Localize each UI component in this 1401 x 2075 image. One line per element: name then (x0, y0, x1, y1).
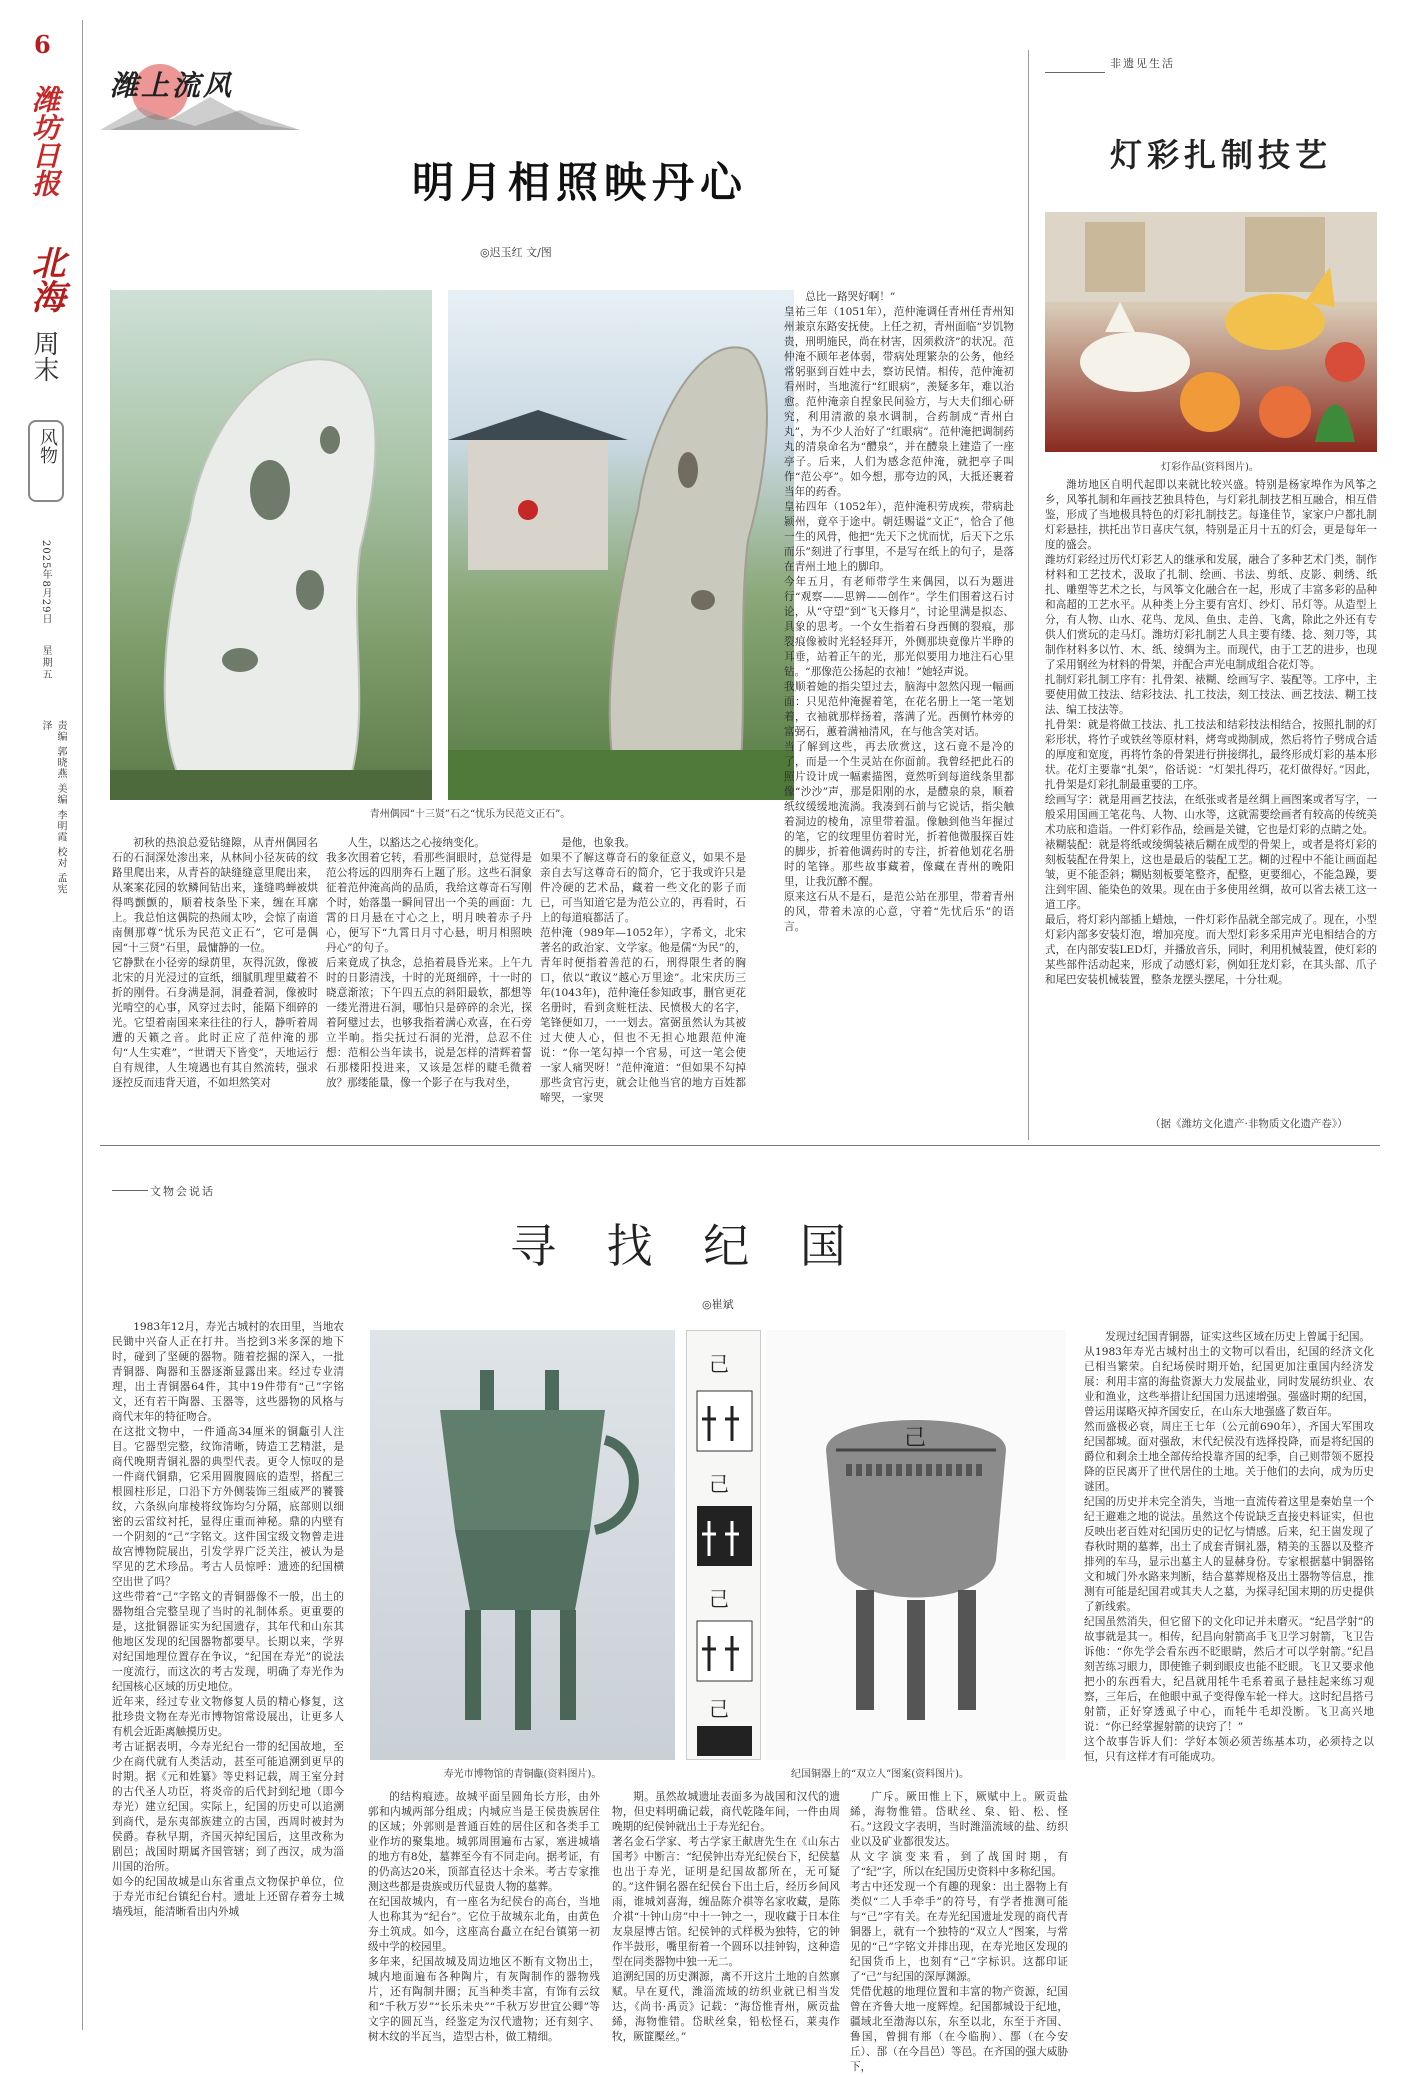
article1-title: 明月相照映丹心 (411, 158, 748, 207)
column-logo-huaishang (100, 52, 300, 132)
article3-caption-left: 寿光市博物馆的青铜甗(资料图片)。 (443, 1769, 602, 1780)
article3-col3 (612, 1790, 840, 2043)
lantern-photo (1045, 212, 1377, 452)
supplement-name: 北海 (25, 245, 65, 313)
article3-caption-right: 纪国铜器上的“双立人”图案(资料图片)。 (790, 1769, 970, 1780)
issue-date: 2025年8月29日 (40, 540, 51, 625)
article3-byline: ◎崔斌 (702, 1298, 734, 1311)
svg-text:己: 己 (709, 1697, 729, 1721)
article1-byline: ◎迟玉红 文/图 (480, 246, 552, 259)
article1-photo-caption: 青州偶园“十三贤”石之“忧乐为民范文正石”。 (369, 809, 571, 820)
article1-col2-text: 人生，以豁达之心接纳变化。 我多次围着它转，看那些洞眼时，总觉得是范公将远的四朋奔石上题了形。这些石洞象征着范仲淹高尚的品质，我给这尊奇石写刚个时，始落墨一瞬间冒出一个美的画面：九霄的日月悬在寸心之上，明月映着赤子丹心，便写下“九霄日月寸心悬，明月相照映丹心”的句子。 后来竟成了执念，总掐着晨昏光来。上午九时的日影清浅，十时的光斑细碎，十一时的晓意渐浓；下午四五点的斜阳最软，都想等一缕光滑进石洞，哪怕只是碎碎的余光，探着阿璧过去，也够我指着满心欢喜，在石旁立半晌。指尖抚过石洞的光滑，总忍不住想：范相公当年读书，说是怎样的清辉着誓石那楼阳投进来，又该是怎样的睫毛微着放？那缕能量，像一个影子在与我对坐， (326, 837, 532, 1089)
article3-label-rule (112, 1190, 148, 1191)
article3-column-label: 文物会说话 (150, 1185, 215, 1198)
article3-col4-text: 广斥。厥田惟上下，厥赋中上。厥贡盐絺，海物惟错。岱畎丝、枲、铅、松、怪石。”这段文字表明，当时潍淄流域的盐、纺织业以及矿业都很发达。 从文字演变来看，到了战国时期，有了“纪”字，所以在纪国历史资料中多称纪国。 考古中还发现一个有趣的现象：出土器物上有类似“二人手牵手”的符号，有学者推测可能与“己”字有关。在寿光纪国遗址发现的商代青铜器上，就有一个独特的“双立人”图案，与常见的“己”字铭文并排出现，在寿光地区发现的纪国货币上，也刻有“己”字标识。这都印证了“己”与纪国的深厚渊源。 凭借优越的地理位置和丰富的物产资源，纪国曾在齐鲁大地一度辉煌。纪国都城设于纪地，疆域北至渤海以东，东至以北，东至于齐国、鲁国，曾拥有郱（在今临朐）、鄑（在今安丘）、郚（在今昌邑）等邑。在齐国的强大威胁下， (850, 1791, 1068, 2073)
section-badge (28, 420, 64, 502)
article1-col4-text: 总比一路哭好啊！” 皇祐三年（1051年），范仲淹调任青州任青州知州兼京东路安抚使。上任之初，青州面临“岁饥物贵，刑明施民，尚在材害，因须救济”的状况。范仲淹不顾年老体弱，带病处理繁杂的公务，他经常躬驱到百姓中去，察访民情。相传，范仲淹初看州时，当地流行“红眼病”，羡疑多年，难以治愈。范仲淹亲自捏象民间验方，与大夫们细心研究，利用清澈的泉水调制，合药制成“青州白丸”，为不少人治好了“红眼病”。范仲淹把调制药丸的清泉命名为“醴泉”，并在醴泉上建造了一座亭子。后来，人们为感念范仲淹，就把亭子叫作“范公亭”。如今想，那夸边的风，大抵还裹着当年的药香。 皇祐四年（1052年），范仲淹积劳成疾，带病赴颍州，竟卒于途中。朝廷赐谥“文正”，恰合了他一生的风骨，他把“先天下之忧而忧，后天下之乐而乐”刻进了行事里，不是写在纸上的句子，是落在青州土地上的脚印。 今年五月，有老师带学生来偶园，以石为题进行“观察——思辨——创作”。学生们围着这石讨论，从“守望”到“飞天修月”，讨论里满是拟态、具象的思考。一个女生指着石身西侧的裂痕，那裂痕像被时光轻轻拜开，外侧那块竟像片半睁的耳垂，站着正午的光，那光似要用力地注石心里钻。“那像范公扬起的衣袖！”她轻声说。 我顺着她的指尖望过去，脑海中忽然闪现一幅画面：只见范仲淹握着笔，在花名册上一笔一笔划着，衣袖就那样扬着，落满了光。西侧竹林旁的富弼石，蕙着满袖清风，在与他含笑对话。 当了解到这些，再去欣赏这，这石竟不是冷的了，而是一个生灵站在你面前。我曾经把此石的照片设计成一幅素描图，竟然听到每道线条里都像“沙沙”声，那是阳刚的水，是醴泉的泉，顺着纸纹缓缓地流淌。我凑到石前与它说话，指尖触着洞边的棱角，凉里带着温。像触到他当年握过的笔，它的纹理里仿着时光，折着他微服探百姓的脚步，折着他调药时的专注，折着他划花名册时的笔锋。那些故事藏着，像藏在青州的晚阳里，让我沉醉不醒。 原来这石从不是石，是范公站在那里，带着青州的风，带着未凉的心意，守着“先忧后乐”的语言。 (784, 291, 1014, 933)
article2-label-rule (1045, 72, 1105, 73)
article1-col4 (784, 290, 1014, 1135)
double-figure-glyph-icon (687, 1331, 762, 1761)
page-number: 6 (34, 30, 51, 59)
article1-col1-text: 初秋的热浪总爱钻缝隙，从青州偶园名石的石洞深处渗出来，从林间小径灰砖的纹路里爬出来，从青苔的缺缝缝意里爬出来，从案案花园的软鳞间钻出来，逢缝鸣蝉被烘得鸣颤颤的，顺着枝条坠下来，缠在耳廓上。我总怕这偶院的热闹太吵，会惊了南道南侧那尊“忧乐为民范文正石”，它可是偶园“十三贤”石里，最慵静的一位。 它静默在小径旁的绿荫里，灰得沉敛，像被北宋的月光浸过的宣纸，细腻肌理里藏着不折的刚骨。石身满是洞，洞叠着洞，像被时光啃空的心事，风穿过去时，能隔下细碎的光。它望着南国来来往往的行人，静听着周遭的天籁之音。此时正应了范仲淹的那句“人生实难”，“世谓天下皆变”，天地运行自有规律，人生境遇也有其自然流转，强求逐控反而违背天道，不如坦然笑对 (112, 837, 318, 1089)
article3-col1-text: 1983年12月，寿光古城村的农田里，当地农民锄中兴奋人正在打井。当挖到3米多深的地下时，碰到了坚硬的器物。随着挖掘的深入，一批青铜器、陶器和玉器逐渐显露出来。经过专业清理，出土青铜器64件，其中19件带有“己”字铭文，还有若干陶器、玉器等，这些器物的风格与商代末年的特征吻合。 在这批文物中，一件通高34厘米的铜甗引人注目。它器型完整，纹饰清晰，铸造工艺精湛，是商代晚期青铜礼器的典型代表。更令人惊叹的是一件商代铜鼎，它采用圆腹圆底的造型，搭配三根圆柱形足，口沿下方外侧装饰三组威严的饕餮纹，六条纵向扉棱将纹饰均匀分隔，底部则以细密的云雷纹衬托，显得庄重而神秘。鼎的内壁有一个阴刻的“己”字铭文。这件国宝级文物曾走进故宫博物院展出，引发学界广泛关注，被认为是罕见的艺术珍品。考古人员惊呼：遗迹的纪国横空出世了吗？ 这些带着“己”字铭文的青铜器像不一般，出土的器物组合完整呈现了当时的礼制体系。更重要的是，这批铜器证实为纪国遗存，其年代和山东其他地区发现的纪国器物都要早。长期以来，学界对纪国地理位置存在争议，“纪国在寿光”的说法一度流行，而这次的考古发现，明确了寿光作为纪国核心区域的历史地位。 近年来，经过专业文物修复人员的精心修复，这批珍贵文物在寿光市博物馆常设展出，让更多人有机会近距离触摸历史。 考古证据表明，今寿光纪台一带的纪国故地，至少在商代就有人类活动，甚至可能追溯到更早的时期。据《元和姓纂》等史料记载，周王室分封的古代圣人功臣，将炎帝的后代封到纪地（即今寿光）建立纪国。实际上，纪国的历史可以追溯到商代，是东夷部族建立的古国，西周时被封为侯爵。春秋早期，齐国灭掉纪国后，这里改称为剧邑；战国时期属齐国管辖；到了西汉，成为淄川国的治所。 如今的纪国故城是山东省重点文物保护单位，位于寿光市纪台镇纪台村。遗址上还留存着夯土城墙残垣，能清晰看出内外城 (112, 1321, 344, 1918)
article3-col2 (368, 1790, 600, 2043)
article-divider-1 (1028, 50, 1029, 1140)
article1-col2 (326, 836, 532, 1136)
article2-title: 灯彩扎制技艺 (1110, 136, 1333, 174)
masthead-divider (82, 20, 83, 2030)
svg-text:己: 己 (904, 1426, 927, 1451)
section-label: 风物 (37, 428, 58, 464)
svg-text:己: 己 (709, 1472, 729, 1496)
lantern-horse-icon (1045, 212, 1377, 452)
inscription-column (686, 1330, 761, 1760)
article1-col3-text: 是他，也象我。 如果不了解这尊奇石的象征意义，如果不是亲自去写这尊奇石的简介，它于我或许只是件冷硬的艺术品，藏着一些文化的影子而已，可当知道它是为范公立的，再看时，石上的每道痕都活了。 范仲淹（989年—1052年），字希文，北宋著名的政治家、文学家。他是儒“为民”的，青年时便指着善范的石，刑得限生者的胸口，依以“敢议”越心万里途”。北宋庆历三年(1043年)，范仲淹任参知政事，删官更花名册时，看到贪赃枉法、民愤极大的名字，笔锋便如刀，一一划去。富弼虽然认为其被过大使人心，但也不无担心地跟范仲淹说：“你一笔勾掉一个官易，可这一笔会使一家人痛哭呀！”范仲淹道：“但如果不勾掉那些贪官污吏，就会让他当官的地方百姓都啼哭，一家哭 (540, 837, 746, 1104)
svg-text:己: 己 (709, 1587, 729, 1611)
article1-col3 (540, 836, 746, 1136)
bronze-vessel-icon (370, 1330, 675, 1760)
section-divider (100, 1145, 1380, 1146)
paper-name: 潍坊日报 (28, 85, 61, 197)
article3-col4 (850, 1790, 1068, 2073)
article3-col1 (112, 1320, 344, 2030)
bronze-ding-sketch-icon (766, 1330, 1066, 1760)
taihu-stone-icon (110, 290, 432, 800)
rock-photo-2 (448, 290, 794, 800)
article3-col5 (1084, 1330, 1374, 2030)
column-label: 潍上流风 (110, 69, 235, 102)
article2-body (1045, 478, 1377, 1088)
article3-col2-text: 的结构痕迹。故城平面呈圆角长方形，由外郭和内城两部分组成；内城应当是王侯贵族居住的区域；外郭则是普通百姓的居住区和各类手工业作坊的聚集地。城郭周围遍布古冢，塞进城墙的地方有8处，墓葬至今有不同走向。据考证，有的仍高达20米，顶部直径达十余米。考古专家推测这些都是贵族或历代显贵人物的墓葬。 在纪国故城内，有一座名为纪侯台的高台，当地人也称其为“纪台”。它位于故城东北角，由黄色夯土筑成。如今，这座高台矗立在纪台镇第一初级中学的校园里。 多年来，纪国故城及周边地区不断有文物出土，城内地面遍布各种陶片，有灰陶制作的器物残片，还有陶制井圈；瓦当种类丰富，有饰有云纹和“千秋万岁”“长乐未央”“千秋万岁世宜公卿”等文字的圆瓦当，经鉴定为汉代遗物；还有刻字、树木纹的半瓦当，造型古朴，做工精细。 (368, 1791, 600, 2043)
pavilion-stone-icon (448, 290, 794, 800)
rock-photo-1 (110, 290, 432, 800)
article2-photo-caption: 灯彩作品(资料图片)。 (1161, 462, 1259, 473)
editor-credits: 责编 郭晓燕 美编 李明霞 校对 孟宪泽 (40, 720, 66, 895)
bronze-yan-photo (370, 1330, 675, 1760)
bronze-ding-photo (766, 1330, 1066, 1760)
masthead-strip (26, 20, 66, 900)
issue-weekday: 星期五 (40, 645, 51, 681)
article1-col1 (112, 836, 318, 1136)
svg-text:己: 己 (709, 1352, 729, 1376)
article2-source: （据《潍坊文化遗产·非物质文化遗产卷》） (1150, 1118, 1348, 1130)
article3-title: 寻 找 纪 国 (510, 1219, 864, 1273)
article3-col3-text: 期。虽然故城遗址表面多为战国和汉代的遗物，但史料明确记载，商代乾隆年间，一件由周晚期的纪侯钟就出土于寿光纪台。 著名金石学家、考古学家王献唐先生在《山东古国考》中断言：“纪侯钟出寿光纪侯台下，纪侯墓也出于寿光，证明是纪国故都所在，无可疑的。”这件铜名器在纪侯台下出土后，经历乡间风雨，谁城刘喜海，缠品陈介祺等名家收藏，是陈介祺“十钟山房”中十一钟之一，现收藏于日本住友泉屋博古馆。纪侯钟的式样极为独特，它的钟作半鼓形，嘴里衔着一个圆环以挂钟钩，这种造型在同类器物中独一无二。 追溯纪国的历史渊源，离不开这片土地的自然禀赋。早在夏代，潍淄流域的纺织业就已相当发达，《尚书·禹贡》记载：“海岱惟青州，厥贡盐絺，海物惟错。岱畎丝枲，铅松怪石，莱夷作牧，厥篚檿丝。” (612, 1791, 840, 2043)
article3-col5-text: 发现过纪国青铜器，证实这些区域在历史上曾属于纪国。 从1983年寿光古城村出土的文物可以看出，纪国的经济文化已相当繁荣。自纪场侯时期开始，纪国更加注重国内经济发展：利用丰富的海盐资源大力发展盐业，同时发展纺织业、农业和渔业，这些举措让纪国国力迅速增强。强盛时期的纪国，曾运用谋略灭掉齐国安丘，在山东大地强盛了数百年。 然而盛极必衰，周庄王七年（公元前690年），齐国大军围攻纪国都城。面对强敌，末代纪侯没有选择投降，而是将纪国的爵位和剩余土地全部传给投靠齐国的纪季，自己则带领不愿投降的臣民离开了世代居住的土地。关于他们的去向，成为历史谜团。 纪国的历史并未完全消失，当地一直流传着这里是秦始皇一个纪王避难之地的说法。虽然这个传说缺乏直接史料证实，但也反映出老百姓对纪国历史的记忆与情感。后来，纪王崮发现了春秋时期的墓葬，出土了成套青铜礼器，精美的玉器以及整齐排列的车马，显示出墓主人的显赫身份。专家根据墓中铜器铭文和城门外水路来判断，结合墓葬规格及出土器物等信息，推测有可能是纪国君或其夫人之墓，为探寻纪国末期的历史提供了新线索。 纪国虽然消失，但它留下的文化印记并未磨灭。“纪昌学射”的故事就是其一。相传，纪昌向射箭高手飞卫学习射箭，飞卫告诉他：“你先学会看东西不眨眼睛，然后才可以学射箭。”纪昌刻苦练习眼力，即使锥子刺到眼皮也能不眨眼。飞卫又要求他把小的东西看大，纪昌就用牦牛毛系着虱子悬挂起来练习观察，三年后，在他眼中虱子变得像车轮一样大。这时纪昌搭弓射箭，正好穿透虱子中心，而牦牛毛却没断。飞卫高兴地说：“你已经掌握射箭的诀窍了！” 这个故事告诉人们：学好本领必须苦练基本功，必须持之以恒，只有这样才有可能成功。 (1084, 1331, 1374, 1763)
article2-body-text: 潍坊地区自明代起即以来就比较兴盛。特别是杨家埠作为风筝之乡，风筝扎制和年画技艺独具特色，与灯彩扎制技艺相互融合，相互借鉴，形成了当地极具特色的灯彩扎制技艺。每逢佳节，家家户户都扎制灯彩悬挂，拱托出节日喜庆气氛，特别是正月十五的灯会，更是每年一度的盛会。 潍坊灯彩经过历代灯彩艺人的继承和发展，融合了多种艺术门类，制作材料和工艺技术，汲取了扎制、绘画、书法、剪纸、皮影、刺绣、纸扎、雕塑等艺术之长，与风筝文化融合在一起，形成了丰富多彩的品种和高超的工艺水平。从种类上分主要有宫灯、纱灯、吊灯等。从造型上分，有人物、山水、花鸟、龙凤、鱼虫、走兽、飞禽，除此之外还有专供人们赏玩的走马灯。潍坊灯彩扎制艺人具主要有缕、捻、刻刀等，其制作材料多以竹、木、纸、绫绸为主。而现代，由于工艺的进步，也现了采用钢丝为材料的骨架，并配合声光电制成组合花灯等。 扎制灯彩扎制工序有：扎骨架、裱糊、绘画写字、装配等。工序中，主要使用做工技法、结彩技法、扎工技法，刻工技法、画艺技法、糊工技法、编工技法等。 扎骨架：就是将做工技法、扎工技法和结彩技法相结合，按照扎制的灯彩形状，将竹子或铁丝等原材料，烤弯或拗制成，然后将竹子劈成合适的厚度和宽度，再将竹条的骨架进行拼接绑扎，最终形成灯彩的基本形状。花灯主要靠“扎架”，俗话说：“灯架扎得巧，花灯做得好。”因此，扎骨架是灯彩扎制最重要的工序。 绘画写字：就是用画艺技法，在纸张或者是丝绸上画图案或者写字，一般采用国画工笔花鸟、人物、山水等，这就需要绘画者有较高的传统美术功底和造诣。一件灯彩作品，绘画是关键，它也是灯彩的点睛之处。 裱糊装配：就是将纸或绫绸装裱后糊在成型的骨架上，或者是将灯彩的刻板装配在骨架上，这也是最后的装配工艺。糊的过程中不能让画面起皱，更不能歪斜；糊贴刻板要笔整齐，配整，更要细心，不能急躁，要注到牢固、能染色的效果。现在由于多使用丝绸，故可以省去裱工这一道工序。 最后，将灯彩内部插上蜡烛，一件灯彩作品就全部完成了。现在，小型灯彩内部多安装灯泡，增加亮度。而大型灯彩多采用声光电相结合的方式，在内部安装LED灯，并播放音乐，同时，利用机械装置，使灯彩的某些部件活动起来，形成了动感灯彩，例如狂龙灯彩，在其头部、爪子和尾巴安装机械装置，整条龙摆头摆尾，十分壮观。 (1045, 479, 1377, 986)
supplement-sub: 周末 (29, 330, 59, 382)
article2-column-label: 非遗见生活 (1110, 57, 1175, 70)
